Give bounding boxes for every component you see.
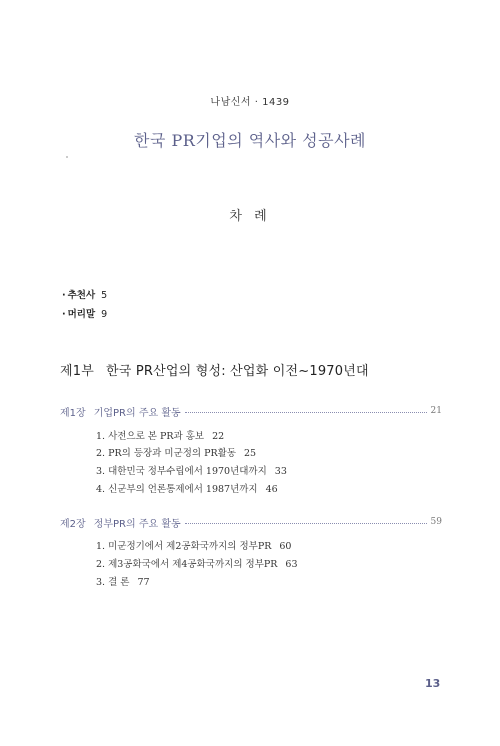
bullet: · [62, 309, 66, 320]
decorative-dot [66, 156, 68, 158]
front-matter-page: 5 [101, 290, 108, 301]
section-title: 1. 미군정기에서 제2공화국까지의 정부PR [96, 541, 272, 552]
front-matter-label: 머리말 [67, 309, 96, 320]
chapter-title: 기업PR의 주요 활동 [93, 407, 181, 419]
front-matter-label: 추천사 [67, 290, 96, 301]
section-entry[interactable] [96, 574, 150, 588]
section-page: 33 [274, 466, 287, 477]
toc-heading: 차 례 [229, 209, 271, 224]
section-title: 3. 결 론 [96, 577, 130, 588]
chapter-title: 정부PR의 주요 활동 [93, 518, 181, 530]
section-page: 22 [212, 431, 225, 442]
section-title: 2. PR의 등장과 미군정의 PR활동 [96, 448, 237, 459]
section-page: 25 [244, 448, 257, 459]
book-title: 한국 PR기업의 역사와 성공사례 [133, 131, 367, 150]
chapter-number: 제2장 [60, 518, 86, 530]
section-title: 1. 사전으로 본 PR과 홍보 [96, 431, 205, 442]
chapter-1-entry[interactable] [60, 404, 442, 418]
chapter-page: 21 [430, 406, 442, 416]
front-matter-item-preface[interactable] [62, 306, 107, 320]
section-entry[interactable] [96, 428, 224, 442]
section-title: 3. 대한민국 정부수립에서 1970년대까지 [96, 466, 267, 477]
dot-leader [185, 523, 427, 524]
series-label: 나남신서 · 1439 [210, 97, 290, 108]
chapter-number: 제1장 [60, 407, 86, 419]
section-entry[interactable] [96, 463, 287, 477]
section-title: 4. 신군부의 언론통제에서 1987년까지 [96, 484, 258, 495]
section-title: 2. 제3공화국에서 제4공화국까지의 정부PR [96, 559, 278, 570]
front-matter-item-recommendation[interactable] [62, 287, 107, 301]
part-number: 제1부 [60, 364, 94, 379]
chapter-page: 59 [430, 517, 442, 527]
dot-leader [185, 412, 427, 413]
page-number: 13 [425, 677, 441, 690]
section-entry[interactable] [96, 481, 278, 495]
section-page: 63 [285, 559, 298, 570]
chapter-2-entry[interactable] [60, 515, 442, 529]
section-entry[interactable] [96, 445, 256, 459]
part-title[interactable] [60, 360, 369, 379]
section-page: 60 [279, 541, 292, 552]
front-matter-page: 9 [101, 309, 108, 320]
section-entry[interactable] [96, 538, 291, 552]
part-title-text: 한국 PR산업의 형성: 산업화 이전~1970년대 [106, 364, 369, 379]
section-page: 77 [137, 577, 150, 588]
section-page: 46 [265, 484, 278, 495]
section-entry[interactable] [96, 556, 298, 570]
bullet: · [62, 290, 66, 301]
